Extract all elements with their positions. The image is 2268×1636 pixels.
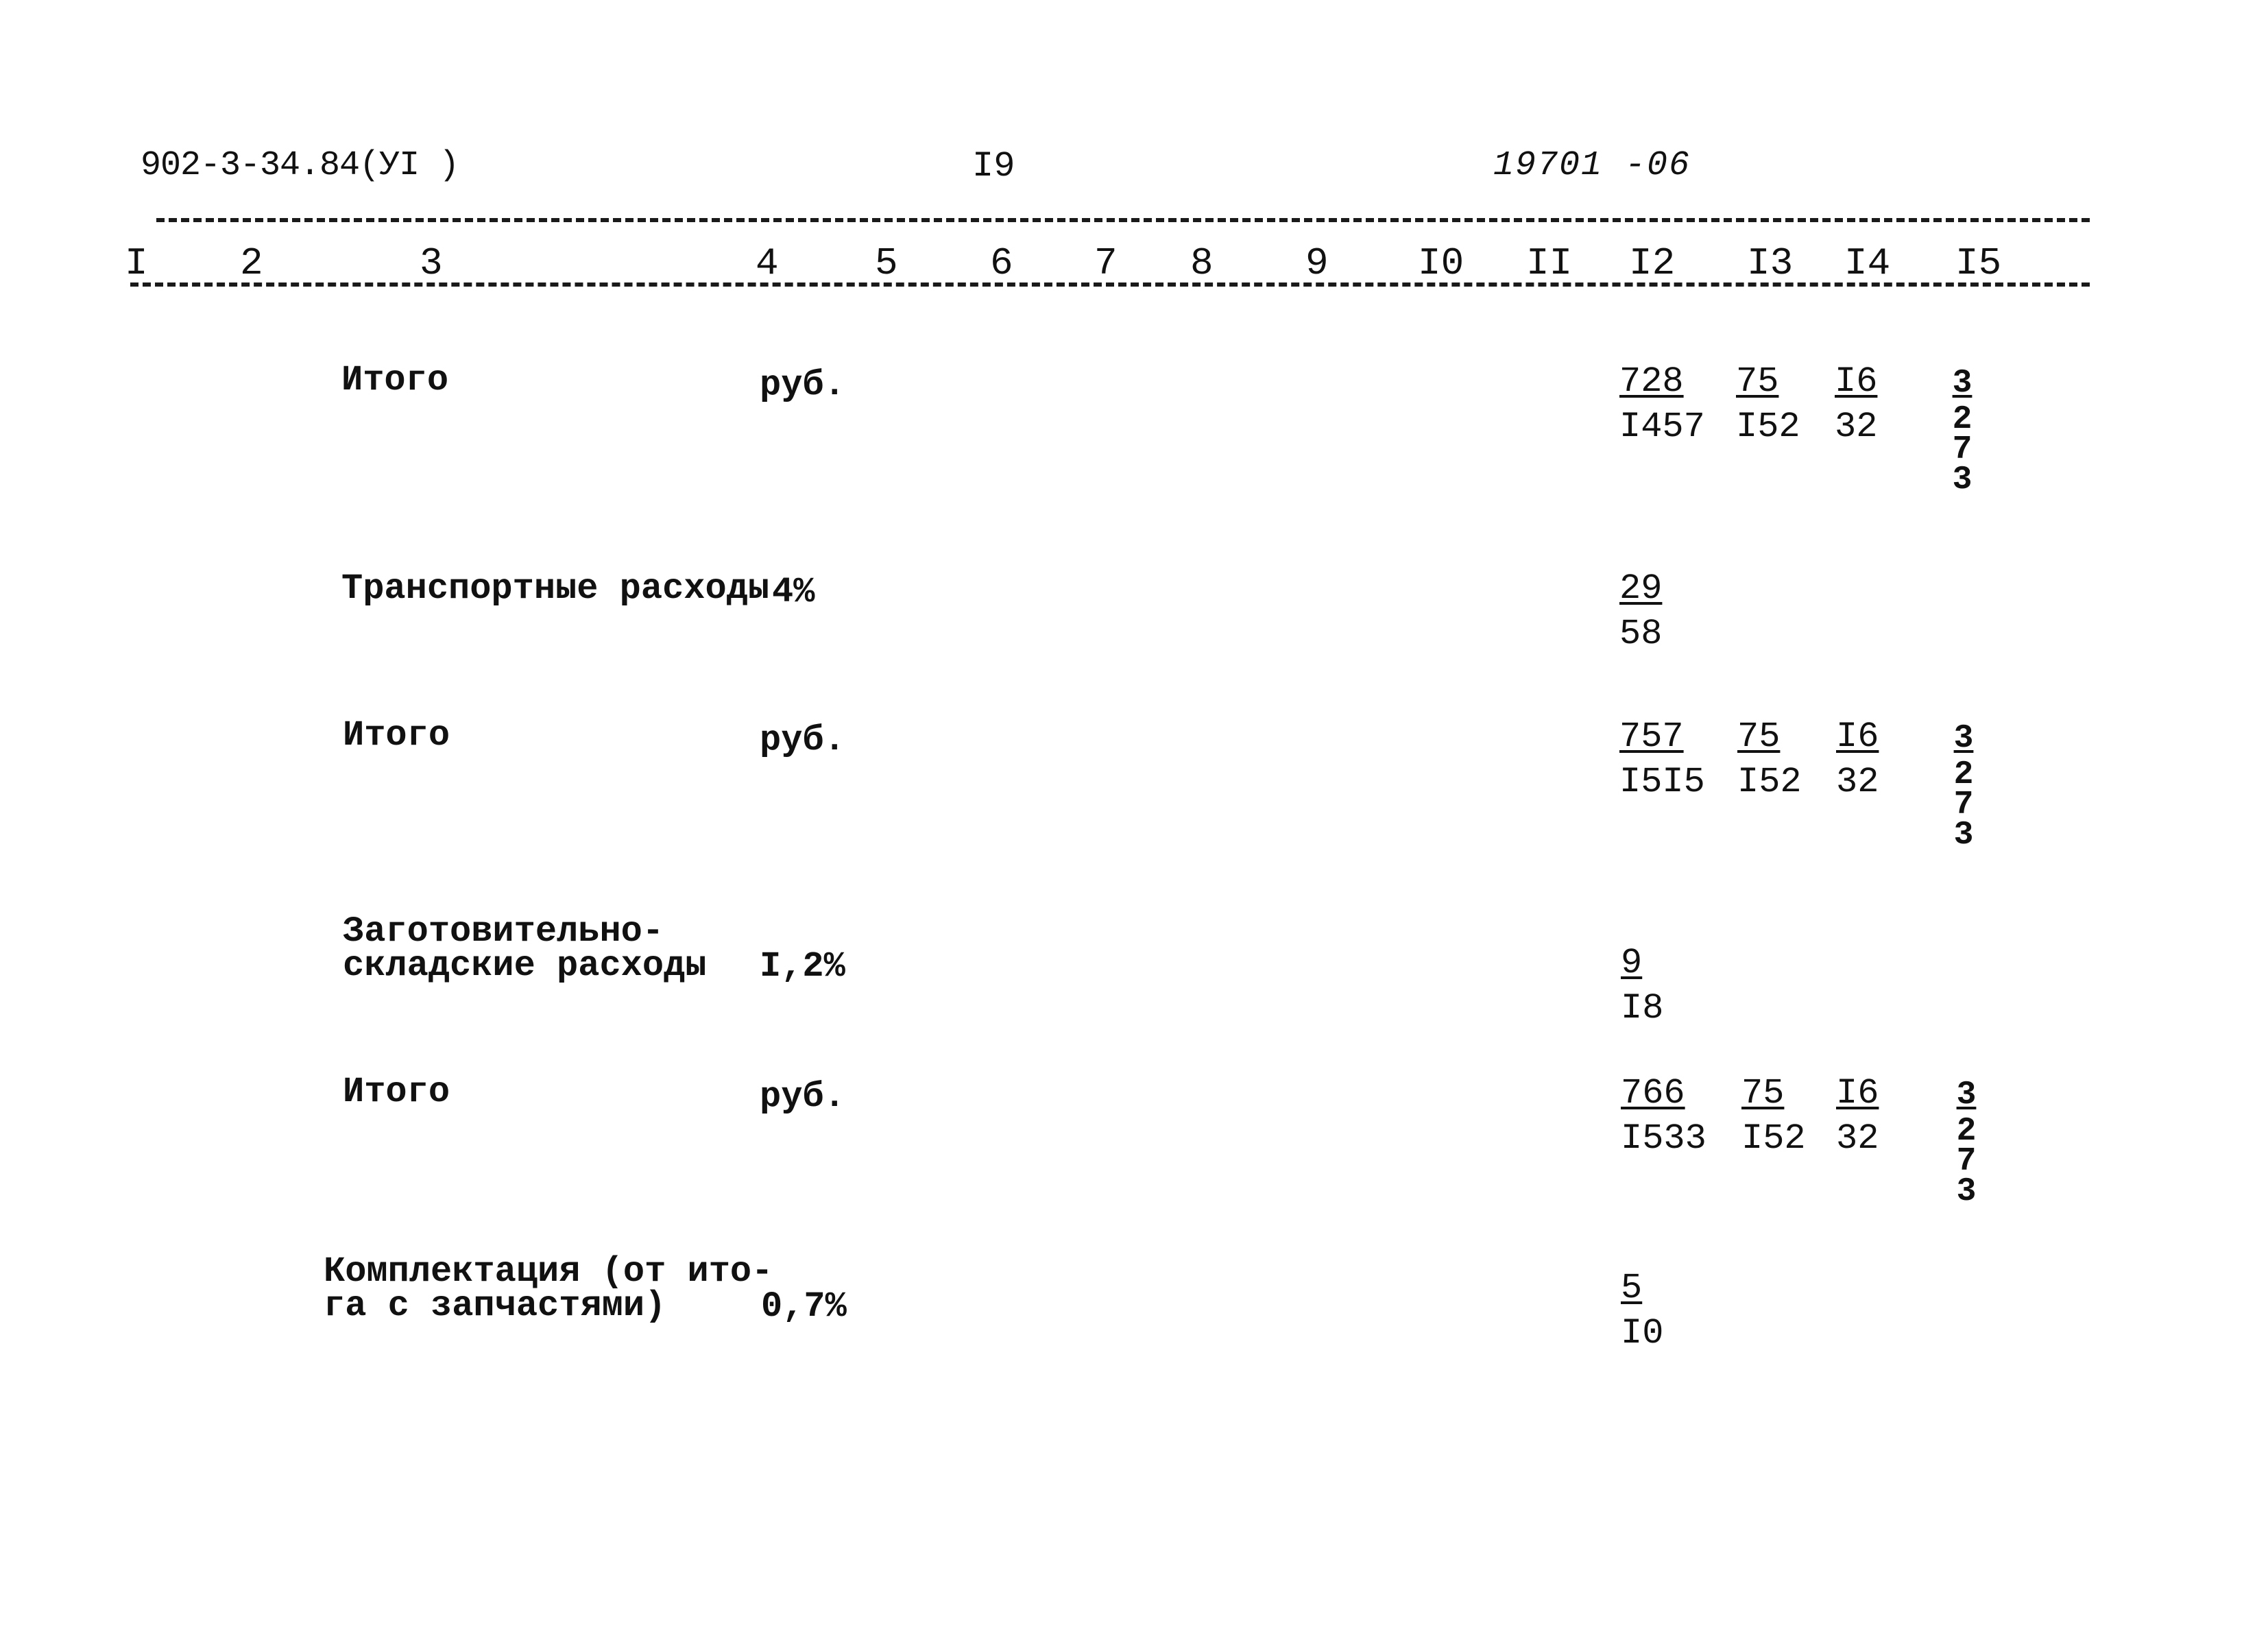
cell-col13-bottom: I52 (1737, 762, 1802, 802)
column-number: I2 (1629, 241, 1676, 285)
cell-col13-top: 75 (1737, 717, 1781, 757)
cell-col12-bottom: I8 (1621, 988, 1664, 1028)
sheet-code: 19701 -06 (1493, 146, 1691, 185)
cell-col15-mid: 2 (1953, 756, 1974, 793)
column-number: 5 (875, 241, 898, 285)
cell-col13 (1736, 359, 1800, 450)
cell-col13-top: 75 (1741, 1073, 1785, 1114)
document-code: 902-3-34.84(УI ) (141, 146, 459, 185)
column-number: 7 (1094, 241, 1118, 285)
cell-col15-bottom: 3 (1952, 461, 1973, 498)
row-unit: руб. (760, 1076, 845, 1117)
cell-col12-bottom: I533 (1621, 1118, 1706, 1159)
cell-col15-low: 7 (1956, 1143, 1977, 1180)
cell-col15-top: 3 (1952, 365, 1973, 402)
cell-col14-bottom: 32 (1836, 1118, 1879, 1159)
cell-col14-top: I6 (1836, 717, 1879, 757)
cell-col15 (1949, 362, 1976, 498)
cell-col15-mid: 2 (1956, 1113, 1977, 1150)
cell-col15-bottom: 3 (1953, 817, 1974, 854)
column-number: I0 (1418, 241, 1464, 285)
cell-col12 (1621, 941, 1663, 1031)
header-top-rule (156, 218, 2090, 222)
row-label: Итого (343, 715, 450, 756)
cell-col12-bottom: I457 (1619, 407, 1705, 447)
cell-col15-low: 7 (1952, 431, 1973, 468)
cell-col12-bottom: 58 (1619, 614, 1663, 654)
cell-col15 (1953, 1074, 1980, 1210)
cell-col14-bottom: 32 (1835, 407, 1878, 447)
column-number: I5 (1955, 241, 2002, 285)
cell-col12-bottom: I0 (1621, 1313, 1664, 1354)
column-number: 8 (1190, 241, 1214, 285)
cell-col14 (1836, 714, 1879, 805)
cell-col12-top: 5 (1621, 1268, 1643, 1308)
row-unit: 0,7% (761, 1286, 847, 1327)
row-label-line1: Заготовительно- (343, 911, 664, 952)
cell-col13 (1737, 714, 1802, 805)
cell-col13 (1741, 1071, 1806, 1162)
cell-col12-top: 29 (1619, 568, 1663, 609)
page-number: I9 (972, 146, 1015, 187)
cell-col12 (1619, 566, 1662, 657)
cell-col14-top: I6 (1836, 1073, 1879, 1114)
column-number: 9 (1305, 241, 1329, 285)
cell-col12 (1621, 1266, 1663, 1356)
column-number: 6 (990, 241, 1013, 285)
column-number: II (1526, 241, 1573, 285)
cell-col12-top: 757 (1619, 717, 1684, 757)
row-unit: 4% (772, 572, 815, 612)
cell-col14-top: I6 (1835, 361, 1878, 402)
cell-col12-top: 728 (1619, 361, 1684, 402)
row-label: Итого (341, 360, 449, 400)
cell-col15-mid: 2 (1952, 401, 1973, 438)
cell-col12 (1619, 714, 1705, 805)
cell-col13-bottom: I52 (1741, 1118, 1806, 1159)
row-unit: руб. (760, 720, 845, 760)
row-label-line2: складские расходы (343, 946, 707, 986)
cell-col15-bottom: 3 (1956, 1173, 1977, 1210)
cell-col12-top: 9 (1621, 943, 1643, 983)
column-number: I4 (1844, 241, 1891, 285)
cell-col14 (1835, 359, 1877, 450)
cell-col15-top: 3 (1953, 720, 1974, 757)
row-unit: I,2% (760, 946, 845, 987)
column-number: I (125, 241, 148, 285)
row-label: Итого (343, 1072, 450, 1112)
row-unit: руб. (760, 365, 845, 405)
cell-col14 (1836, 1071, 1879, 1162)
cell-col12-top: 766 (1621, 1073, 1685, 1114)
cell-col15-low: 7 (1953, 786, 1974, 823)
column-number: 4 (756, 241, 779, 285)
cell-col12-bottom: I5I5 (1619, 762, 1705, 802)
cell-col13-top: 75 (1736, 361, 1779, 402)
row-label: Транспортные расходы (341, 568, 770, 609)
column-number: I3 (1747, 241, 1794, 285)
row-label-line1: Комплектация (от ито- (324, 1251, 773, 1292)
cell-col13-bottom: I52 (1736, 407, 1800, 447)
cell-col15-top: 3 (1956, 1076, 1977, 1114)
cell-col14-bottom: 32 (1836, 762, 1879, 802)
cell-col12 (1621, 1071, 1706, 1162)
cell-col12 (1619, 359, 1705, 450)
cell-col15 (1950, 717, 1977, 854)
column-number: 3 (420, 241, 443, 285)
column-number: 2 (240, 241, 263, 285)
row-label-line2: га с запчастями) (324, 1286, 666, 1326)
